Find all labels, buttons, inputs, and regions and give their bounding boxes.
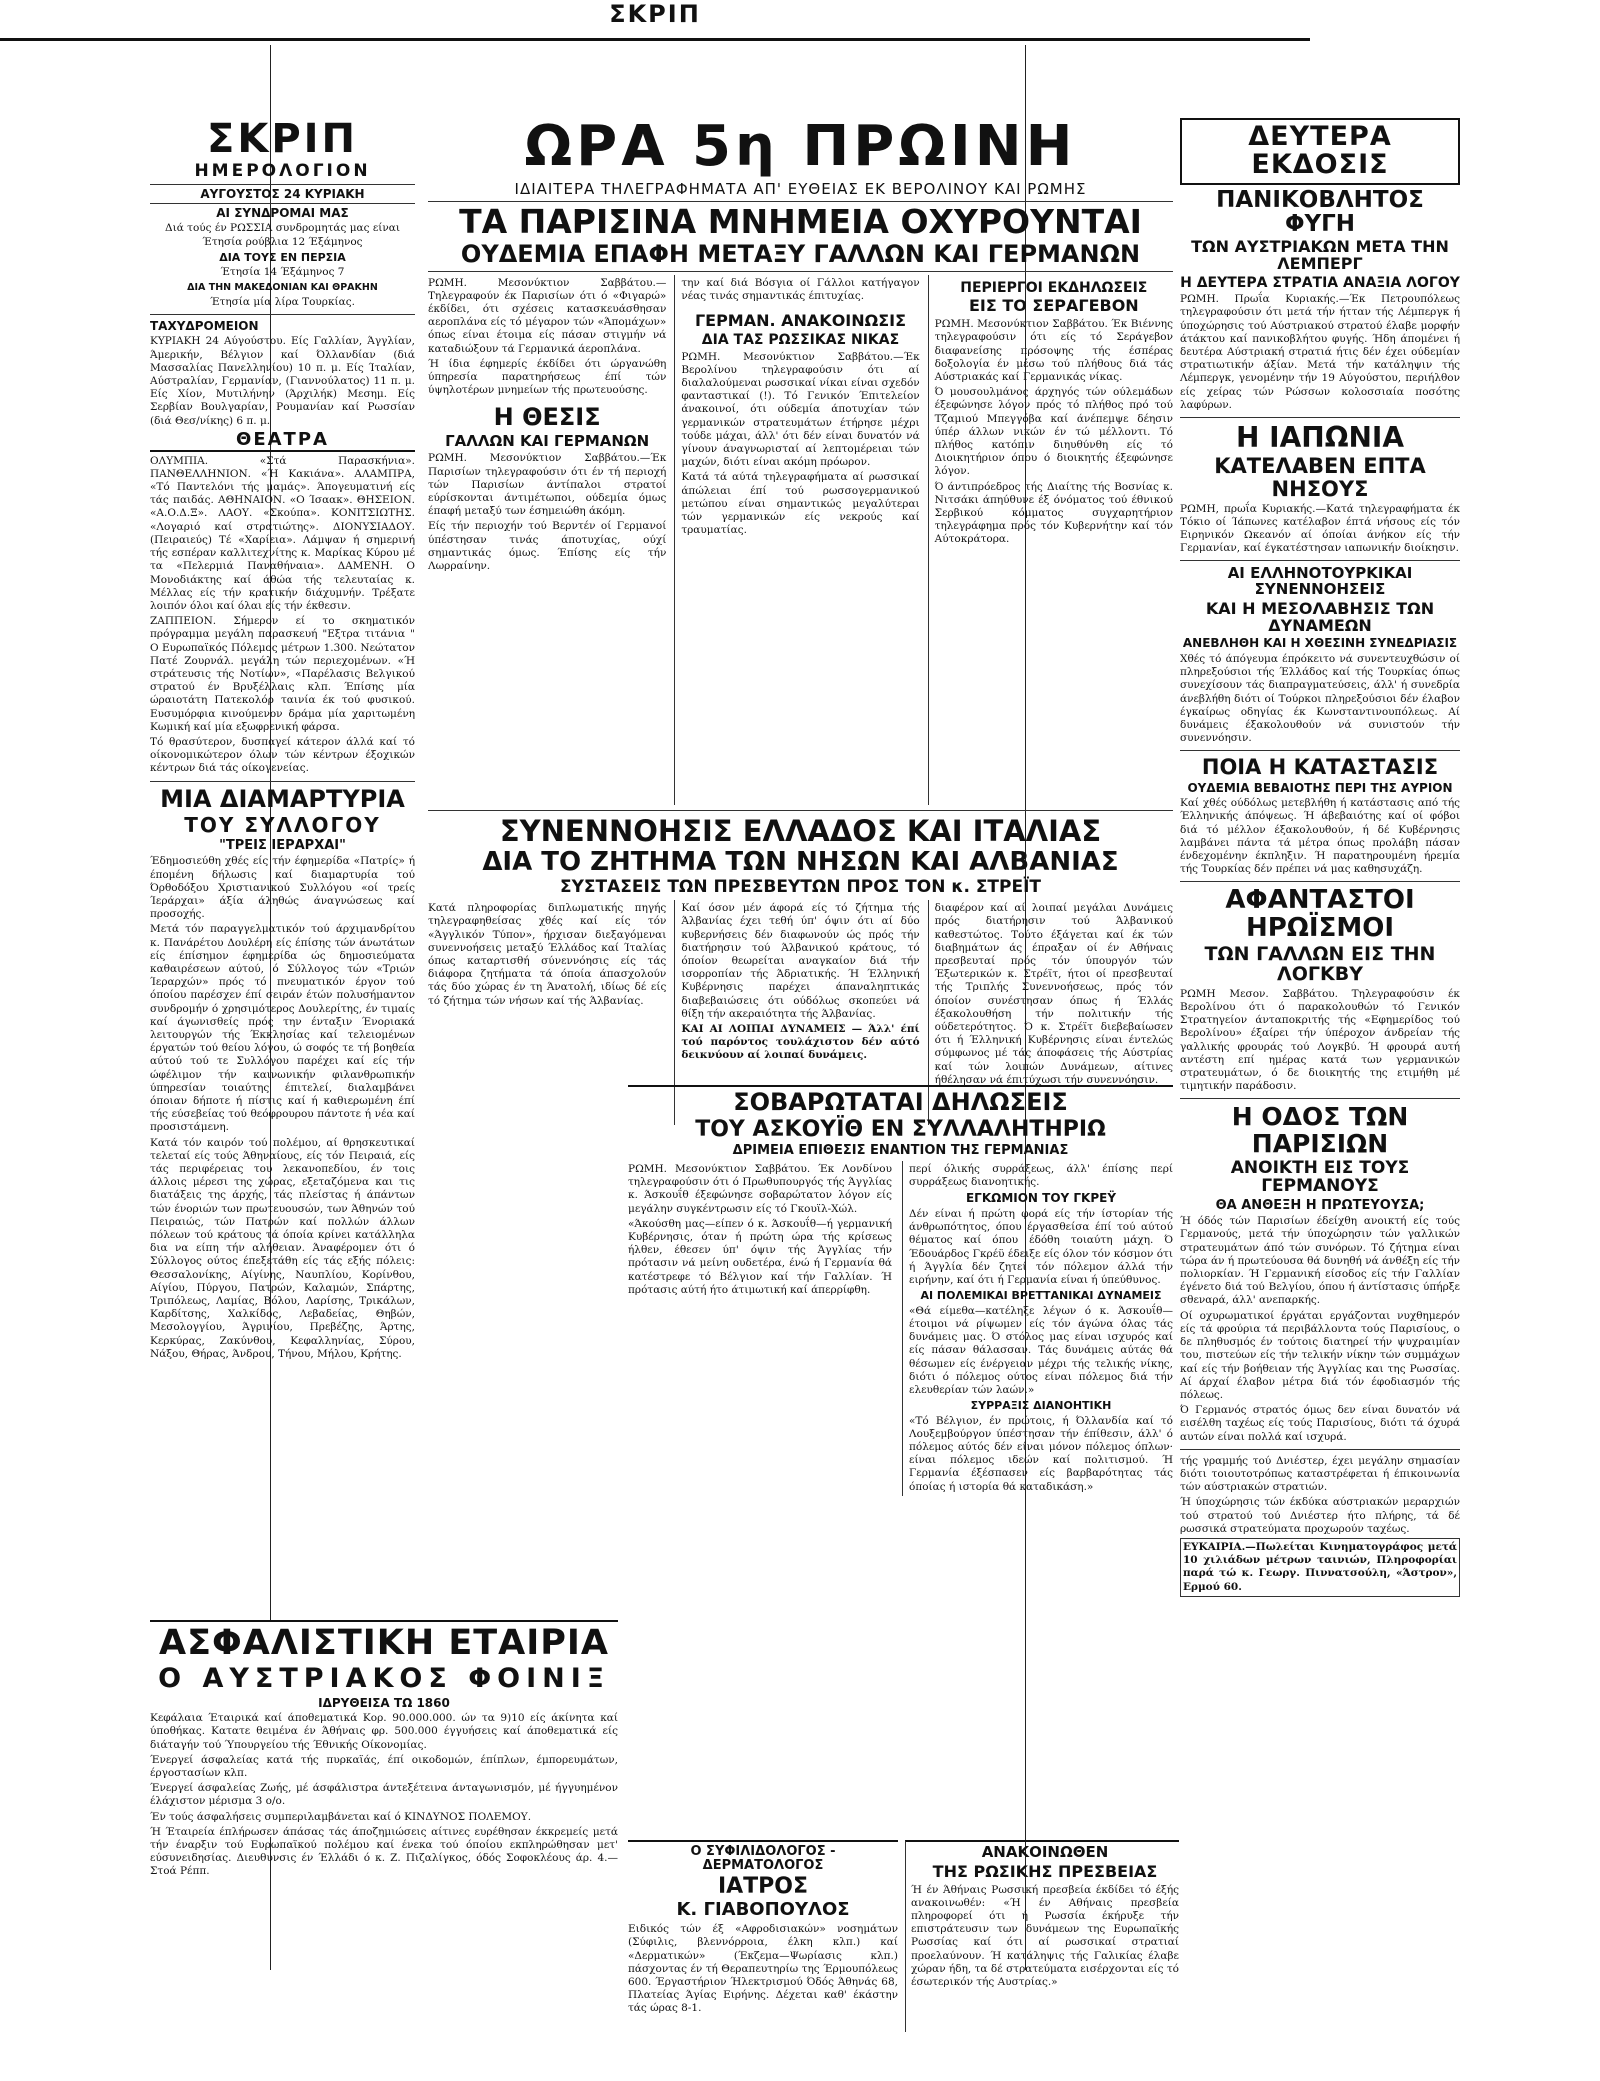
banner-headline: ΩΡΑ 5η ΠΡΩΙΝΗ: [524, 114, 1077, 179]
situation-subtitle: ΟΥΔΕΜΙΑ ΒΕΒΑΙΟΤΗΣ ΠΕΡΙ ΤΗΣ ΑΥΡΙΟΝ: [1187, 780, 1453, 795]
situation-text: Καί χθές ούδόλως μετεβλήθη ή κατάστασις από τής Έλληνικής άπόψεως. Ή άβεβαιότης καί οί φόβοι διά τό μέλλον έξακολουθούν, ή δέ Κυβέρνησις λαμβάνει πάντα τά μέτρα όπως προλάβη πάσαν ένδεχομένην έκπληξιν. Ή παρατηρουμένη ήρεμία τής Τουρκίας δέν πρέπει νά μας καθησυχάζη.: [1180, 797, 1460, 876]
asquith-subtitle: ΤΟΥ ΑΣΚΟΥΪΘ ΕΝ ΣΥΛΛΑΛΗΤΗΡΙΩ: [695, 1117, 1106, 1143]
subscriptions-text: Διά τούς έν ΡΩΣΣΙΑ συνδρομητάς μας είναι Έτησία ρούβλια 12 Έξάμηνος: [165, 222, 400, 248]
protest-title: ΜΙΑ ΔΙΑΜΑΡΤΥΡΙΑ: [160, 784, 405, 813]
zappeion-text: ΖΑΠΠΕΙΟΝ. Σήμερον εί το σκηματικόν πρόγραμμα μεγάλη παρασκευή "Εξτρα τιτάνια " Ο Ευρωπαϊκός Πόλεμος μέτρων 1.300. Νεώτατον Πατέ Ζουρνάλ. μεγάλη τών περιεχομένων. «Ή στράτευσις τής Νοτίων», «Παρέλασις Βελγικού στρατού έν Βρυξέλλαις κλπ. Έπίσης μία ώραιοτάτη Πατεκολόρ ταινία έκ τού φυσικού. Ευσυμόρφια κινούμενον δράμα μία χαριτωμένη Κωμική καί μία εξωφρενική φάρσα.: [150, 615, 415, 733]
paris-road-headline: Η ΟΔΟΣ ΤΩΝ ΠΑΡΙΣΙΩΝ: [1231, 1102, 1409, 1158]
issue-date: ΑΥΓΟΥΣΤΟΣ 24 ΚΥΡΙΑΚΗ: [150, 184, 415, 204]
logo: ΣΚΡΙΠ: [207, 116, 358, 162]
masthead-rule: [0, 38, 1310, 41]
contact-headline: ΟΥΔΕΜΙΑ ΕΠΑΦΗ ΜΕΤΑΞΥ ΓΑΛΛΩΝ ΚΑΙ ΓΕΡΜΑΝΩΝ: [428, 242, 1173, 271]
greece-italy-text: ΚΑΙ ΑΙ ΛΟΙΠΑΙ ΔΥΝΑΜΕΙΣ — Άλλ' έπί τού παρόντος τουλάχιστον δέν αύτό δεικνύουν αί λοιπαί δυνάμεις.: [681, 1023, 920, 1062]
seraglio-subtitle: ΕΙΣ ΤΟ ΣΕΡΑΓΕΒΟΝ: [968, 296, 1139, 316]
seraglio-text: Ό άντιπρόεδρος τής Διαίτης τής Βοσνίας κ. Νιτσάκι άπηύθυνε έξ όνόματος τού έθνικού Σερβικού κόμματος συγχαρητήριον τηλεγράφημα πρός τόν Κυβερνήτην καί τόν Αύτοκράτορα.: [934, 480, 1173, 546]
asquith-subtitle: ΔΡΙΜΕΙΑ ΕΠΙΘΕΣΙΣ ΕΝΑΝΤΙΟΝ ΤΗΣ ΓΕΡΜΑΝΙΑΣ: [732, 1143, 1069, 1159]
thesis-subtitle: ΓΑΛΛΩΝ ΚΑΙ ΓΕΡΜΑΝΩΝ: [445, 431, 650, 450]
paris-road-text: Ό Γερμανός στρατός όμως δεν είναι δυνατόν νά εισέλθη ταχέως είς τούς Παρισίους, διότι τά όχυρά αυτών είναι πολλά καί ισχυρά.: [1180, 1404, 1460, 1443]
masthead: ΣΚΡΙΠ: [609, 0, 701, 28]
asquith-text: Δέν είναι ή πρώτη φορά είς τήν ίστορίαν τής άνθρωπότητος, όπου έργασθείσα έπί τού αύτού θέματος καί όπου έδόθη τοιαύτη μάχη. Ό Έδουάρδος Γκρέϋ έδειξε είς όλον τόν κόσμον ότι ή Άγγλία δέν ζητεί τόν πόλεμον άλλά τήν ειρήνην, καί ότι ή Γερμανία είναι ή ύπεύθυνος.: [909, 1207, 1173, 1286]
insurance-text: Κεφάλαια Έταιρικά καί άποθεματικά Κορ. 90.000.000. ών τα 9)10 είς άκίνητα καί ύποθήκας. Κατατε θειμένα έν Άθήναις φρ. 500.000 έγγυήσεις καί άποθεματικά είς διάταγήν τού Ύπουργείου τής Έθνικής Οίκονομίας.: [150, 1712, 618, 1751]
insurance-text: Έν τούς άσφαλήσεις συμπεριλαμβάνεται καί ό ΚΙΝΔΥΝΟΣ ΠΟΛΕΜΟΥ.: [150, 1810, 532, 1823]
macedonia-text: Έτησία μία λίρα Τουρκίας.: [210, 295, 355, 308]
notice-text: Ή έν Άθήναις Ρωσσική πρεσβεία έκδίδει τό έξής ανακοινωθέν: «Ή έν Αθήναις πρεσβεία πληροφορεί ότι ή Ρωσσία έκήρυξε τήν επιστράτευσιν των δυνάμεων της Ευρωπαϊκής Ρωσσίας καί ότι αί ρωσσικαί στρατιαί προελαύνουν. Ή κατάληψις τής Γαλικίας έλαβε χώραν ήδη, τα δέ στρατεύματα εισέρχονται είς τό έσωτερικόν τής Αυστρίας.»: [911, 1883, 1179, 1988]
paris-road-subtitle: ΘΑ ΑΝΘΕΞΗ Η ΠΡΩΤΕΥΟΥΣΑ;: [1215, 1197, 1425, 1213]
doctor-ad: [628, 1840, 898, 2032]
naval-subhead: ΑΙ ΠΟΛΕΜΙΚΑΙ ΒΡΕΤΤΑΝΙΚΑΙ ΔΥΝΑΜΕΙΣ: [920, 1289, 1162, 1303]
calendar-title: ΗΜΕΡΟΛΟΓΙΟΝ: [194, 161, 371, 181]
doctor-ad-text: Ειδικός τών έξ «Αφροδισιακών» νοσημάτων (Σύφιλις, βλεννόρροια, έλκη κλπ.) καί «Δερματικών» (Έκζεμα—Ψωρίασις κλπ.) πάσχοντας έν τή Θεραπευτηρίω της Έρμουπόλεως 600. Έργαστήριον Ήλεκτρισμού Όδός Άθηνάς 68, Πλατείας Άγίας Ειρήνης. Δέχεται καθ' έκάστην τάς ώρας 8-1.: [628, 1923, 898, 2015]
panic-headline: ΠΑΝΙΚΟΒΛΗΤΟΣ ΦΥΓΗ: [1216, 186, 1424, 237]
protest-text: Έδημοσιεύθη χθές είς τήν έφημερίδα «Πατρίς» ή έπομένη δήλωσις καί διαμαρτυρία τού Όρθοδόξου Χριστιανικού Συλλόγου «οί τρείς Ίεράρχαι» άξία άληθώς άναγνώσεως καί προσοχής.: [150, 855, 415, 921]
classified-ad: ΕΥΚΑΙΡΙΑ.—Πωλείται Κινηματογράφος μετά 10 χιλιάδων μέτρων ταινιών, Πληροφορίαι παρά τώ κ. Γεωργ. Πιννατσούλη, «Άστρον», Ερμού 60.: [1180, 1538, 1460, 1597]
tail-text: τής γραμμής τού Δνιέστερ, έχει μεγάλην σημασίαν διότι τοιουτοτρόπως καταστρέφεται ή έπικοινωνία τών αύστριακών στρατιών.: [1180, 1454, 1460, 1494]
divider: [150, 781, 415, 782]
macedonia-title: ΔΙΑ ΤΗΝ ΜΑΚΕΔΟΝΙΑΝ ΚΑΙ ΘΡΑΚΗΝ: [187, 281, 378, 293]
tail-text: Ή ύποχώρησις τών έκδύκα αύστριακών μεραρχιών τού στρατού τού Δνιέστερ ήτο πλήρης, τά δέ ρωσσικά στρατεύματα προχωρούν ταχέως.: [1180, 1496, 1460, 1535]
asquith-text: «Άκούσθη μας—είπεν ό κ. Άσκουΐθ—ή γερμανική Κυβέρνησις, όταν ή πρώτη ώρα τής κρίσεως ήλθεν, έθεσεν ύπ' όψιν τής Άγγλίας τήν πρότασιν νά μείνη ουδετέρα, ένώ ή Γερμανία θά κατέστρεφε τό Βέλγιον καί τήν Γαλλίαν. Ή πρότασις αύτή ήτο άτιμωτική καί άπερρίφθη.: [628, 1217, 892, 1296]
seraglio-text: ΡΩΜΗ. Μεσονύκτιον Σαββάτου. Έκ Βιέννης τηλεγραφούσιν ότι είς τό Σεράγεβον διαφανείσης πρόσοψης τής έσπέρας δοξολογία έν μέσω τού πλήθους διά τάς Αύστριακάς καί Γερμανικάς νίκας.: [934, 318, 1173, 383]
doctor-ad-title: Ο ΣΥΦΙΛΙΔΟΛΟΓΟΣ - ΔΕΡΜΑΤΟΛΟΓΟΣ: [690, 1844, 836, 1873]
grey-subhead: ΕΓΚΩΜΙΟΝ ΤΟΥ ΓΚΡΕΫ: [965, 1191, 1117, 1206]
heroism-subtitle: ΤΩΝ ΓΑΛΛΩΝ ΕΙΣ ΤΗΝ ΛΟΓΚΒΥ: [1204, 942, 1436, 985]
divider: [1180, 1098, 1460, 1099]
asquith-text: «Θά είμεθα—κατέληξε λέγων ό κ. Άσκουΐθ—έτοιμοι νά ρίψωμεν είς τόν άγώνα όλας τάς δυνάμεις μας. Ό στόλος μας είναι ισχυρός καί είς πάσαν θάλασσαν. Τάς δυνάμεις αύτάς θά θέσωμεν είς ένέργειαν μέχρι τής τελικής νίκης, διότι ό πόλεμος ούτος είναι πόλεμος διά τήν ελευθερίαν τών λαών.»: [909, 1304, 1173, 1396]
japan-headline: Η ΙΑΠΩΝΙΑ: [1235, 421, 1405, 455]
greece-italy-text: Κατά πληροφορίας διπλωματικής πηγής τηλεγραφηθείσας χθές καί είς τόν «Άγγλικόν Τύπον», ήρχισαν διεξαγόμεναι συνεννοήσεις μεταξύ Έλλάδος καί Ίταλίας όπως καταρτισθή σύνεννόησις είς τάς διάφορα ζητήματα τά όποία άπασχολούν τάς δύο χώρας έν τη Άνατολή, ιδίως δέ είς τό ζήτημα τών νήσων καί τής Άλβανίας.: [428, 902, 667, 1007]
seraglio-title: ΠΕΡΙΕΡΓΟΙ ΕΚΔΗΛΩΣΕΙΣ: [960, 279, 1148, 296]
greco-turkish-headline: ΑΙ ΕΛΛΗΝΟΤΟΥΡΚΙΚΑΙ ΣΥΝΕΝΝΟΗΣΕΙΣ: [1227, 564, 1413, 599]
persia-title: ΔΙΑ ΤΟΥΣ ΕΝ ΠΕΡΣΙΑ: [219, 250, 346, 264]
greece-italy-subtitle: ΣΥΣΤΑΣΕΙΣ ΤΩΝ ΠΡΕΣΒΕΥΤΩΝ ΠΡΟΣ ΤΟΝ κ. ΣΤΡΕΪΤ: [559, 877, 1042, 898]
insurance-text: Ένεργεί άσφαλείας Ζωής, μέ άσφάλιστρα άντεξέτεινα άνταγωνισμόν, μέ ήγγυημένον έλάχιστον μέρισμα 3 ο/ο.: [150, 1782, 618, 1808]
post-text: ΚΥΡΙΑΚΗ 24 Αύγούστου. Είς Γαλλίαν, Άγγλίαν, Άμερικήν, Βέλγιον καί Όλλανδίαν (διά Μασσαλίας Πανελληνίου) 10 π. μ. Είς Ίταλίαν, Αύστραλίαν, Γερμανίαν, (Γιαννούλατος) 11 π. μ. Είς Χίον, Μυτιλήνην (Άρχιλήκ) Μεσημ. Είς Σερβίαν Βουλγαρίαν, Ρουμανίαν καί Ρωσσίαν (διά Θεσ/νίκης) 6 π. μ.: [150, 335, 415, 427]
divider: [1180, 881, 1460, 882]
greco-turkish-subtitle: ΚΑΙ Η ΜΕΣΟΛΑΒΗΣΙΣ ΤΩΝ ΔΥΝΑΜΕΩΝ: [1205, 598, 1435, 635]
contact-text: ΡΩΜΗ. Μεσονύκτιον Σαββάτου.—Τηλεγραφούν έκ Παρισίων ότι ό «Φιγαρώ» έκδίδει, ότι σχέσεις κατασκευάσθησαν αεροπλάνα είς τό μέγαρον τών «Άπομάχων» όπως είναι έτοιμα είς πάσαν στιγμήν νά καταδιώξουν τά Γερμανικά άεροπλάνα.: [428, 276, 667, 355]
thesis-title: Η ΘΕΣΙΣ: [493, 403, 601, 432]
divider: [1180, 750, 1460, 751]
divider: [150, 314, 415, 315]
greece-italy-headline: ΣΥΝΕΝΝΟΗΣΙΣ ΕΛΛΑΔΟΣ ΚΑΙ ΙΤΑΛΙΑΣ: [499, 813, 1102, 848]
greco-turkish-text: Χθές τό άπόγευμα έπρόκειτο νά συνεντευχθώσιν οί πληρεξούσιοι τής Έλλάδος καί τής Τουρκίας όπως συνεχίσουν τάς διαπραγματεύσεις, άλλ' ή συνεδρία άνεβλήθη διότι οί Τούρκοι πληρεξούσιοι δέν έλαβον έγκαίρως οδηγίας έκ Κωνσταντινουπόλεως. Αί δυνάμεις έξακολουθούν νά συνιστούν τήν συνεννόησιν.: [1180, 653, 1460, 745]
zappeion-text: Τό θρασύτερον, δυσπαγεί κάτερον άλλά καί τό οίκονομικώτερον όλων τών κέντρων έξοχικών κέντρων διά τάς οίκογενείας.: [150, 735, 415, 775]
insurance-founded: ΙΔΡΥΘΕΙΣΑ ΤΩ 1860: [318, 1696, 450, 1711]
thesis-text: ΡΩΜΗ. Μεσονύκτιον Σαββάτου.—Έκ Παρισίων τηλεγραφούσιν ότι έν τή περιοχή τών Παρισίων άντίπαλοι στρατοί εύρίσκονται άντιμέτωποι, ούδεμία όμως έπαφή μεταξύ των έσημειώθη άκόμη.: [428, 452, 667, 518]
theatre-text: ΟΛΥΜΠΙΑ. «Στά Παρασκήνια». ΠΑΝΘΕΛΛΗΝΙΟΝ. «Ή Κακιάνα». ΑΛΑΜΠΡΑ, «Τό Παντελόνι τής μαμάς». Άπογευματινή είς τάς παιδάς. ΑΘΗΝΑΙΟΝ. «Ο Ίσαακ». ΘΗΣΕΙΟΝ. «Α.Ο.Δ.Ξ». ΛΑΟΥ. «Σκούπα». ΚΟΝΙΤΣΙΩΤΗΣ. «Λογαριό καί στρατιώτης». ΔΙΟΝΥΣΙΑΔΟΥ. (Πειραιεύς) Τέ «Χαρίεια». Λάμψαν ή σημερινή τής εσπέραν καλλιτεχνίτης κ. Μαρίκας Κύρου μέ τα «Πελερμιά Παναθήναια». ΔΑΜΕΝΗ. Ο Μονοδιάκτης καί άθώα τής τελευταίας κ. Μέλλας είς τήν κρατικήν διάχυμνήν. Τρέξατε λοιπόν όλοι καί όλαι είς τήν έκθεσιν.: [150, 454, 415, 612]
asquith-headline: ΣΟΒΑΡΩΤΑΤΑΙ ΔΗΛΩΣΕΙΣ: [733, 1088, 1068, 1116]
protest-subtitle: "ΤΡΕΙΣ ΙΕΡΑΡΧΑΙ": [219, 837, 346, 853]
japan-subtitle: ΚΑΤΕΛΑΒΕΝ ΕΠΤΑ ΝΗΣΟΥΣ: [1214, 454, 1426, 501]
asquith-article: [628, 1085, 1173, 1532]
right-column: [1180, 115, 1460, 2035]
heroism-headline: ΑΦΑΝΤΑΣΤΟΙ ΗΡΩΪΣΜΟΙ: [1225, 885, 1415, 943]
greece-italy-text: Καί όσον μέν άφορά είς τό ζήτημα τής Άλβανίας έχει τεθή ύπ' όψιν ότι αί δύο κυβερνήσεις δέν διαφωνούν ώς πρός τήν διατήρησιν τού Άλβανικού κράτους, τό όποίον θεωρείται αναγκαίον διά τήν ισορροπίαν τής Άδριατικής. Ή Έλληνική Κυβέρνησις παρέχει άπαναληπτικάς διαβεβαιώσεις ότι ούδόλως σκοπεύει νά θίξη τήν ακεραιότητα τής Άλβανίας.: [681, 902, 920, 1020]
panic-subtitle: ΤΩΝ ΑΥΣΤΡΙΑΚΩΝ ΜΕΤΑ ΤΗΝ ΛΕΜΠΕΡΓ: [1191, 236, 1449, 273]
german-subtitle: ΔΙΑ ΤΑΣ ΡΩΣΣΙΚΑΣ ΝΙΚΑΣ: [701, 331, 900, 348]
subscriptions-title: ΑΙ ΣΥΝΔΡΟΜΑΙ ΜΑΣ: [216, 205, 349, 220]
situation-headline: ΠΟΙΑ Η ΚΑΤΑΣΤΑΣΙΣ: [1201, 755, 1439, 780]
protest-text: Κατά τόν καιρόν τού πολέμου, αί θρησκευτικαί τελεταί είς τούς Άθηναίους, είς τόν Πειραιά, είς τάς περιφέρειας του λεκανοπεδίου, έν τοις άλλοις μέρεσι της χώρας, εξεταζόμενα και τις διατάξεις της άρχής, τάς πλείστας ή άπάντων τών ένοριών των πρωτευουσών, των Άθηνών τού Πειραιώς, τών Πατρών καί πολλών άλλων πόλεων τού κράτους τά όποία κρίνει κατάλληλα δια να είπη τήν αλήθειαν. Άναφέρομεν ότι ό Σύλλογος ούτος έπεξετάθη είς τάς εξής πόλεις: Θεσσαλονίκης, Αίγίνης, Ναυπλίου, Κορίνθου, Αίγίου, Πύργου, Πατρών, Καλαμών, Σπάρτης, Τριπόλεως, Λαμίας, Βόλου, Λαρίσης, Τρικάλων, Καρδίτσης, Χαλκίδος, Λεβαδείας, Θηβών, Μεσολογγίου, Άγρινίου, Πρεβέζης, Άρτης, Κερκύρας, Ζακύνθου, Κεφαλληνίας, Σύρου, Νάξου, Θήρας, Άνδρου, Τήνου, Μήλου, Κρήτης.: [150, 1136, 415, 1360]
german-text: Κατά τά αύτά τηλεγραφήματα αί ρωσσικαί άπώλειαι έπί τού ρωσσογερμανικού μετώπου είναι σημαντικώς μεγαλύτεραι τών γερμανικών είς νεκρούς καί τραυματίας.: [681, 471, 920, 537]
seraglio-text: Ό μουσουλμάνος άρχηγός τών ούλεμάδων έξεφώνησε λόγον πρός τό πλήθος πρό τού Τζαμιού Μπεγγόβα καί άνέπεμψε δέησιν ύπέρ άλλων νικών έν τώ μέλλοντι. Τό πλήθος κατόπιν διηυθύνθη είς τό Διοικητήριον όπου ό διοικητής έξεφώνησε λόγον.: [934, 386, 1173, 478]
post-title: ΤΑΧΥΔΡΟΜΕΙΟΝ: [150, 318, 259, 333]
insurance-ad: [150, 1620, 618, 1878]
contact-text: την καί διά Βόσγια οί Γάλλοι κατήγαγον νέας τινάς σημαντικάς έπιτυχίας.: [681, 276, 920, 302]
paris-road-text: Ή όδός τών Παρισίων έδείχθη ανοικτή είς τούς Γερμανούς, μετά τήν ύποχώρησιν τών γαλλικών στρατευμάτων άπό τών συνόρων. Τό ζήτημα είναι τώρα άν ή πρωτεύουσα θά δυνηθή νά άνθέξη είς τήν πολιορκίαν. Ή Γερμανική είσοδος είς τήν Γαλλίαν έγένετο διά τού Βελγίου, όπου ή άντίστασις ύπήρξε σθεναρά, άλλ' ανεπαρκής.: [1180, 1215, 1460, 1307]
paris-road-subtitle: ΑΝΟΙΚΤΗ ΕΙΣ ΤΟΥΣ ΓΕΡΜΑΝΟΥΣ: [1230, 1157, 1410, 1196]
banner-subtitle: ΙΔΙΑΙΤΕΡΑ ΤΗΛΕΓΡΑΦΗΜΑΤΑ ΑΠ' ΕΥΘΕΙΑΣ ΕΚ ΒΕΡΟΛΙΝΟΥ ΚΑΙ ΡΩΜΗΣ: [428, 180, 1173, 202]
panic-subtitle: Η ΔΕΥΤΕΡΑ ΣΤΡΑΤΙΑ ΑΝΑΞΙΑ ΛΟΓΟΥ: [1180, 274, 1460, 291]
persia-text: Έτησία 14 Έξάμηνος 7: [220, 266, 345, 279]
asquith-text: «Τό Βέλγιον, έν πρώτοις, ή Όλλανδία καί τό Λουξεμβούργον ύπέστησαν τήν έπίθεσιν, άλλ' ό πόλεμος αύτός δέν είναι μόνον πόλεμος όπλων· είναι πόλεμος ιδεών καί πολιτισμού. Ή Γερμανία έξέσπασεν είς βαρβαρότητας τάς όποίας ή ιστορία θά καταδικάση.»: [909, 1414, 1173, 1493]
greece-italy-text: διαφέρον καί αί λοιπαί μεγάλαι Δυνάμεις πρός διατήρησιν τού Άλβανικού καθεστώτος. Τούτο έξάγεται καί έκ τών διαβημάτων άς έπραξαν οί έν Αθήναις πρεσβευταί πρός τόν ύπουργόν τών Έξωτερικών κ. Στρέϊτ, ήτοι οί πρεσβευταί τής Τριπλής Συνεννοήσεως, πρός τόν όποίον συνέστησαν όπως ή Έλλάς έξακολουθήση τήν πολιτικήν τής ούδετερότητος. Ό κ. Στρέϊτ διεβεβαίωσεν ότι ή Έλληνική Κυβέρνησις είναι έντελώς σύμφωνος μέ τάς άποφάσεις τής Αύστρίας καί τών λοιπών Δυνάμεων, αίτινες ήθέλησαν νά έπιτύχωσι τήν συνεννόησιν.: [934, 902, 1173, 1086]
notice-subtitle: ΤΗΣ ΡΩΣΙΚΗΣ ΠΡΕΣΒΕΙΑΣ: [932, 1861, 1158, 1881]
german-text: ΡΩΜΗ. Μεσονύκτιον Σαββάτου.—Έκ Βερολίνου τηλεγραφούσιν ότι αί διαλαλούμεναι ρωσσικαί νίκαι είναι σχεδόν φανταστικαί (!). Τό Γενικόν Έπιτελείον άνακοινοί, ότι ούδεμία άποτυχίαν τών γερμανικών στρατευμάτων έτήρησε μέχρι τούδε μάχαι, άλλ' ότι δέν είναι δυνατόν νά γίνουν άναγνωρισταί αί λεπτομέρειαι τών μαχών, διότι είναι ακόμη πρόωρον.: [681, 350, 920, 469]
thesis-text: Είς τήν περιοχήν τού Βερντέν οί Γερμανοί ύπέστησαν τινάς άποτυχίας, ούχί σημαντικάς όμως. Έπίσης είς τήν Λωρραίνην.: [428, 520, 667, 573]
greco-turkish-subtitle: ΑΝΕΒΛΗΘΗ ΚΑΙ Η ΧΘΕΣΙΝΗ ΣΥΝΕΔΡΙΑΣΙΣ: [1182, 636, 1458, 651]
paris-headline: ΤΑ ΠΑΡΙΣΙΝΑ ΜΝΗΜΕΙΑ ΟΧΥΡΟΥΝΤΑΙ: [459, 201, 1142, 241]
asquith-text: περί όλικής συρράξεως, άλλ' έπίσης περί συρράξεως διανοητικής.: [909, 1162, 1173, 1189]
doctor-ad-name: ΙΑΤΡΟΣ: [717, 1874, 809, 1900]
insurance-name: Ο ΑΥΣΤΡΙΑΚΟΣ ΦΟΙΝΙΞ: [158, 1662, 610, 1694]
theatre-title: ΘΕΑΤΡΑ: [150, 431, 415, 452]
divider: [1180, 1449, 1460, 1450]
contact-text: Ή ίδια έφημερίς έκδίδει ότι ώργανώθη ύπηρεσία παρατηρήσεως έπί τών ύψηλοτέρων μνημείων τής πρωτευούσης.: [428, 357, 667, 397]
clash-subhead: ΣΥΡΡΑΞΙΣ ΔΙΑΝΟΗΤΙΚΗ: [970, 1399, 1112, 1413]
panic-text: ΡΩΜΗ. Πρωΐα Κυριακής.—Έκ Πετρουπόλεως τηλεγραφούσιν ότι μετά τήν ήτταν τής Λέμπεργκ ή ύποχώρησις τού Αύστριακού στρατού έλαβε μορφήν άτάκτου καί πανικοβλήτου φυγής. Ήδη άπομένει ή δευτέρα Αύστριακή στρατιά ήτις δέν έχει ούδεμίαν στρατιωτικήν άξίαν. Μετά τήν κατάληψιν τής Λέμπεργκ, γενομένην τήν 19 Αύγούστου, περιήλθον είς χείρας τών Ρώσσων κολοσσιαία ποσότης λαφύρων.: [1180, 293, 1460, 411]
divider: [428, 810, 1173, 811]
insurance-text: Ή Έταιρεία έπλήρωσεν άπάσας τάς άποζημιώσεις αίτινες ευρέθησαν έκκρεμείς μετά τήν έναρξιν τού Ευρωπαϊκού πολέμου καί ένεκα τού όποίου εκπληρώθησαν μετ' εύσυνειδησίας. Διευθυνσις έν Έλλάδι ό κ. Ζ. Πιζαλίγκος, όδός Σοφοκλέους άρ. 4.—Στοά Ρέππ.: [150, 1825, 618, 1878]
protest-text: Μετά τόν παραγγελματικόν τού άρχιμανδρίτου κ. Πανάρέτου Δουλέρη είς έπίσης τών άνωτάτων είς έπίσημον έφημερίδα ώς δημοσιεύματα καθαιρέσεων αύτού, ό Σύλλογος τών «Τριών Ίεραρχών» πρός τό πνευματικόν έργον τού όποίου παρέσχεν έπί σειράν έτών πολυσήμαντον συνδρομήν ό χρησιμότερος Δουλερίτης, έν τιμαίς καί άγωνισθείς πρός την ένταξιν Ένοριακά λειτουργών τής Έκκλησίας καί τελειομένων έργατών τού θείου λόγου, ώ σοφός τε τή βοηθεία αύτού τού τε Συλλόγου παρέχει καί είς τήν ώφέλιμον τήν καινωνικήν φιλανθρωπικήν ύπηρεσίαν τοιαύτης έπιτελεί, διαλαμβάνει όποιαν δήποτε ή πίστις καί ή καθιερωμένη έπί τής εύσεβείας τού θεόφρουρου πάντοτε ή νέα καί προσιστάμενη.: [150, 923, 415, 1134]
german-title: ΓΕΡΜΑΝ. ΑΝΑΚΟΙΝΩΣΙΣ: [694, 311, 907, 331]
protest-subtitle: ΤΟΥ ΣΥΛΛΟΓΟΥ: [184, 812, 381, 837]
japan-text: ΡΩΜΗ, πρωΐα Κυριακής.—Κατά τηλεγραφήματα έκ Τόκιο οί Ίάπωνες κατέλαβον έπτά νήσους είς τόν Ειρηνικόν Ωκεανόν αί όποίαι άνήκον είς τήν Γερμανίαν, καί έγκατέστησαν ιαπωνικήν διοίκησιν.: [1180, 502, 1460, 555]
insurance-text: Ένεργεί άσφαλείας κατά τής πυρκαϊάς, έπί οικοδομών, έπίπλων, έμπορευμάτων, έργοστασίων κλπ.: [150, 1753, 618, 1779]
doctor-ad-name: Κ. ΓΙΑΒΟΠΟΥΛΟΣ: [676, 1899, 850, 1921]
second-edition-banner: ΔΕΥΤΕΡΑ ΕΚΔΟΣΙΣ: [1180, 118, 1460, 185]
russian-embassy-notice: [905, 1840, 1179, 2032]
divider: [1180, 560, 1460, 561]
heroism-text: ΡΩΜΗ Μεσον. Σαββάτου. Τηλεγραφούσιν έκ Βερολίνου ότι ό παρακολουθών τό Γενικόν Στρατηγείον άνταποκριτής τής «Εφημερίδος τού Βερολίνου» έξαίρει τήν ύπέροχον άνδρείαν τής γαλλικής φρουράς τού Λογκβύ. Ή φρουρά αυτή αντέστη επί ημέρας κατά των γερμανικών στρατευμάτων, ό δε διοικητής της ετιμήθη μέ τιμητικήν παράδοσιν.: [1180, 987, 1460, 1093]
asquith-text: ΡΩΜΗ. Μεσονύκτιον Σαββάτου. Έκ Λονδίνου τηλεγραφούσιν ότι ό Πρωθυπουργός τής Άγγλίας κ. Άσκουΐθ έξεφώνησε σοβαρώτατον λόγον είς μεγάλην συγκέντρωσιν είς τό Γκουϊλ-Χώλ.: [628, 1162, 892, 1215]
paris-road-text: Οί οχυρωματικοί έργάται εργάζονται νυχθημερόν είς τά φρούρια τά περιβάλλοντα τούς Παρισίους, ο δε πληθυσμός έν τούτοις διατηρεί τήν ψυχραιμίαν του, πιστεύων είς τήν τελικήν νίκην τών συμμάχων καί είς τήν βοήθειαν τής Άγγλίας και της Ρωσσίας. Αί άρχαί έλαβον μέτρα διά τόν έφοδιασμόν τής πόλεως.: [1180, 1309, 1460, 1401]
notice-title: ΑΝΑΚΟΙΝΩΘΕΝ: [981, 1843, 1109, 1861]
greece-italy-subtitle: ΔΙΑ ΤΟ ΖΗΤΗΜΑ ΤΩΝ ΝΗΣΩΝ ΚΑΙ ΑΛΒΑΝΙΑΣ: [482, 847, 1119, 878]
insurance-title: ΑΣΦΑΛΙΣΤΙΚΗ ΕΤΑΙΡΙΑ: [158, 1623, 609, 1663]
divider: [1180, 417, 1460, 418]
